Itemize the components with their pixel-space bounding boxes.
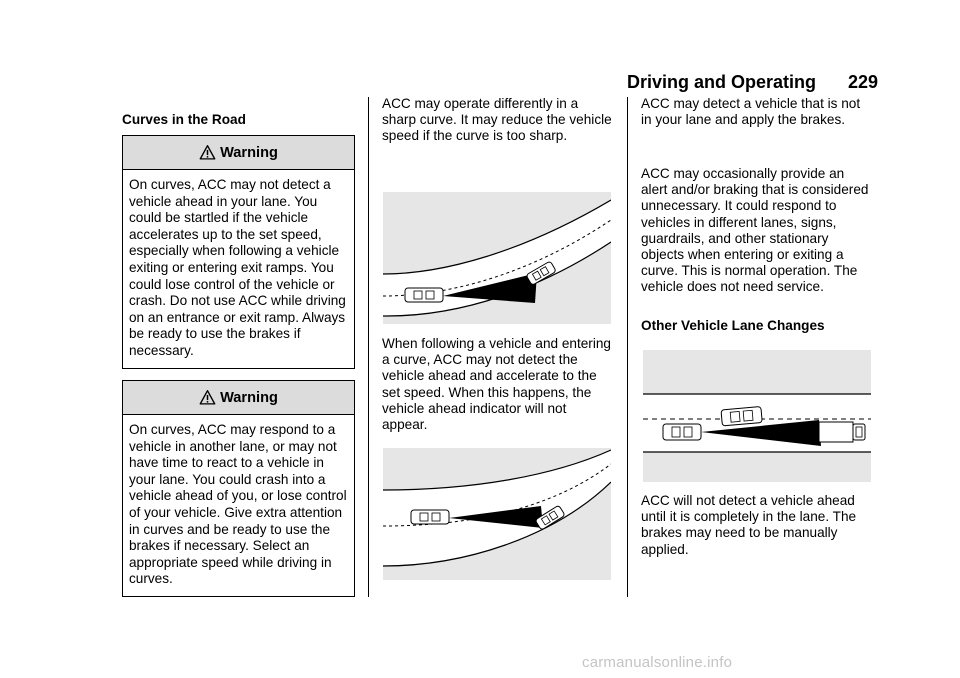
own-vehicle xyxy=(663,424,701,440)
paragraph: ACC may detect a vehicle that is not in your lane and apply the brakes. xyxy=(641,96,861,128)
truck-vehicle xyxy=(819,422,865,442)
curve-road-diagram xyxy=(383,448,611,580)
paragraph: ACC may operate differently in a sharp curve. It may reduce the vehicle speed if the curve is too sharp. xyxy=(382,96,612,144)
subheading: Other Vehicle Lane Changes xyxy=(641,318,825,333)
curve-illustration-1 xyxy=(383,192,611,324)
warning-label: Warning xyxy=(220,389,278,406)
warning-triangle-icon xyxy=(199,389,216,406)
lane-change-diagram xyxy=(643,350,871,482)
curve-road-diagram xyxy=(383,192,611,324)
warning-label: Warning xyxy=(220,144,278,161)
lane-change-illustration xyxy=(643,350,871,482)
warning-text: On curves, ACC may respond to a vehicle in another lane, or may not have time to react to a vehicle in your lane. You could crash into a vehicle ahead of you, or lose control of your vehicle. Give extra attention in curves and be ready to use the brakes if necessary. Select an appropriate speed while driving in curves. xyxy=(129,422,347,587)
paragraph: ACC may occasionally provide an alert and/or braking that is considered unnecessary. It could respond to vehicles in different lanes, signs, guardrails, and other stationary objects when entering or exiting a curve. This is normal operation. The vehicle does not need service. xyxy=(641,166,869,295)
warning-box-1 xyxy=(122,135,355,369)
page-number: 229 xyxy=(848,72,879,92)
paragraph: When following a vehicle and entering a curve, ACC may not detect the vehicle ahead and accelerate to the set speed. When this happens, the vehicle ahead indicator will not appear. xyxy=(382,336,611,433)
warning-box-header xyxy=(123,136,354,170)
warning-triangle-icon xyxy=(199,144,216,161)
watermark: carmanualsonline.info xyxy=(582,654,733,671)
section-title: Curves in the Road xyxy=(122,112,246,127)
paragraph: ACC will not detect a vehicle ahead until it is completely in the lane. The brakes may need to be manually applied. xyxy=(641,493,857,557)
warning-text: On curves, ACC may not detect a vehicle ahead in your lane. You could be startled if the vehicle accelerates up to the set speed, especially when following a vehicle exiting or entering exit ramps. You could lose control of the vehicle or crash. Do not use ACC while driving on an entrance or exit ramp. Always be ready to use the brakes if necessary. xyxy=(129,177,346,358)
warning-box-header xyxy=(123,381,354,415)
column-divider xyxy=(368,97,369,597)
own-vehicle xyxy=(405,288,443,302)
merging-vehicle xyxy=(721,407,762,426)
section-header-title: Driving and Operating xyxy=(627,72,817,92)
warning-box-2 xyxy=(122,380,355,597)
own-vehicle xyxy=(411,510,449,524)
column-divider xyxy=(627,97,628,597)
curve-illustration-2 xyxy=(383,448,611,580)
